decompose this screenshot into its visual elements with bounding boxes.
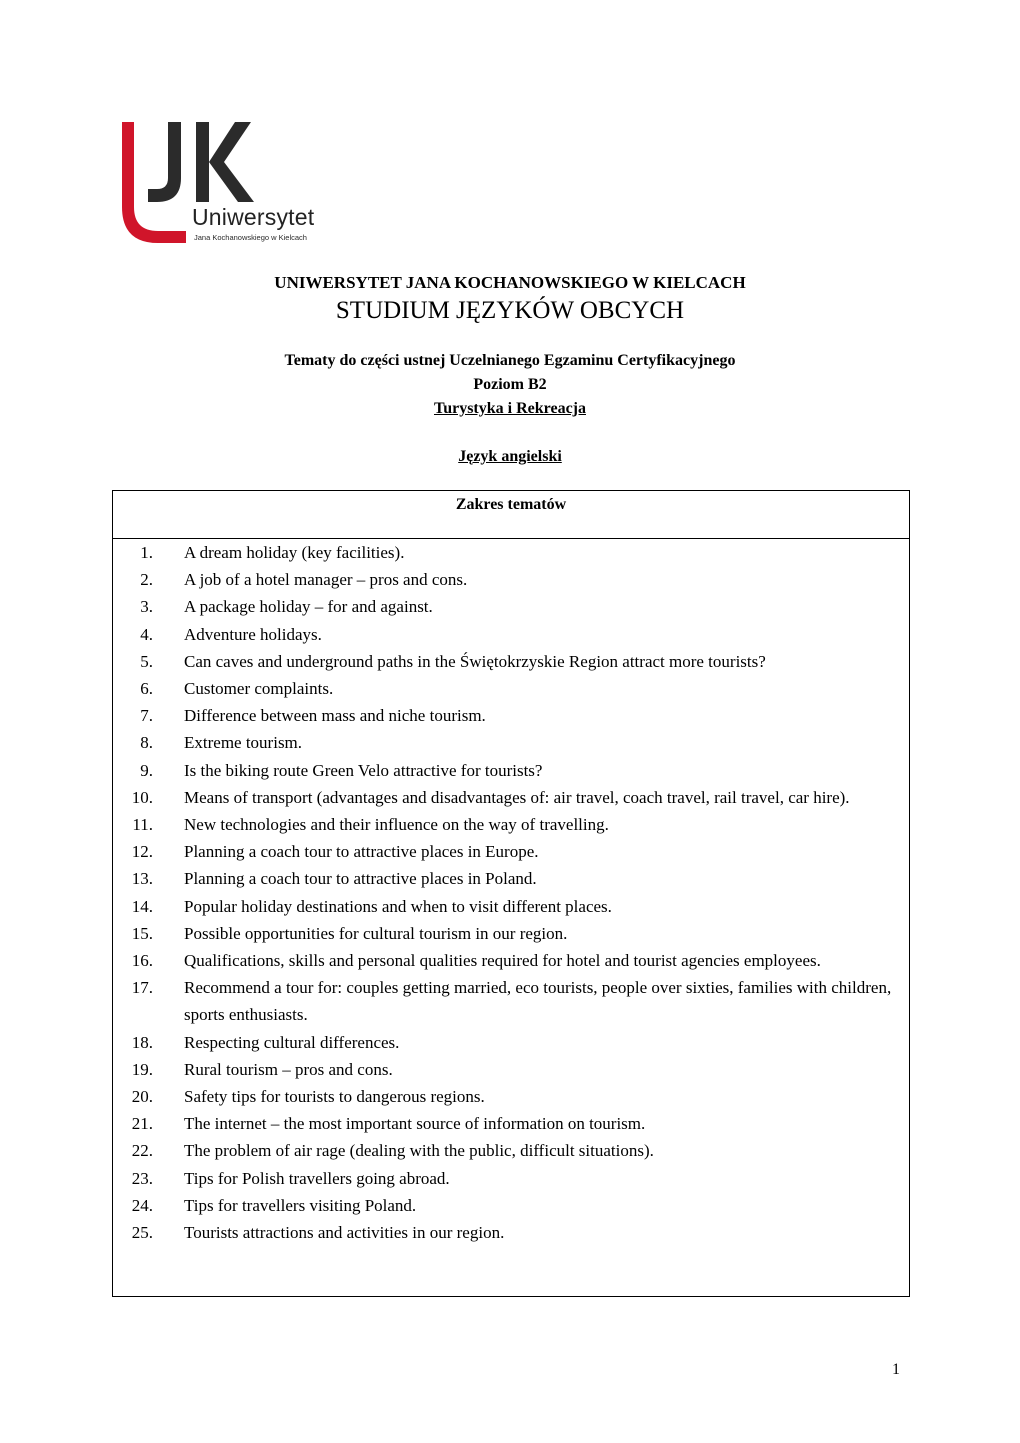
topic-item	[113, 621, 909, 648]
topic-number: 10.	[131, 787, 153, 807]
topic-number: 21.	[131, 1114, 153, 1134]
topic-item	[113, 974, 909, 1028]
topic-text: Safety tips for tourists to dangerous regions.	[184, 1087, 485, 1107]
topic-item	[113, 1192, 909, 1219]
topic-item	[113, 593, 909, 620]
topic-item	[113, 1083, 909, 1110]
topic-text: Respecting cultural differences.	[184, 1032, 400, 1052]
topic-number: 2.	[140, 570, 153, 590]
topic-item	[113, 838, 909, 865]
topic-item	[113, 539, 909, 566]
topic-text: Adventure holidays.	[184, 624, 322, 644]
topic-number: 22.	[131, 1141, 153, 1161]
topic-number: 9.	[140, 760, 153, 780]
topic-item	[113, 729, 909, 756]
topic-text: A dream holiday (key facilities).	[184, 543, 405, 562]
topic-number: 3.	[140, 597, 153, 617]
study-field: Turystyka i Rekreacja	[434, 400, 586, 417]
topic-item	[113, 1056, 909, 1083]
topic-item	[113, 811, 909, 838]
topic-number: 5.	[140, 651, 153, 671]
topic-number: 6.	[140, 679, 153, 699]
topic-text: A job of a hotel manager – pros and cons.	[184, 570, 468, 590]
topic-text: Recommend a tour for: couples getting married, eco tourists, people over sixties, families with children, sports enthusiasts.	[184, 978, 892, 1025]
topic-number: 18.	[131, 1032, 153, 1052]
topic-item	[113, 1110, 909, 1137]
topic-item	[113, 1029, 909, 1056]
topic-number: 23.	[131, 1168, 153, 1188]
topic-item	[113, 947, 909, 974]
department-name: STUDIUM JĘZYKÓW OBCYCH	[335, 297, 685, 324]
topic-item	[113, 1137, 909, 1164]
topic-item	[113, 893, 909, 920]
topic-text: Is the biking route Green Velo attractive for tourists?	[184, 760, 543, 780]
topic-item	[113, 865, 909, 892]
topic-text: Can caves and underground paths in the Świętokrzyskie Region attract more tourists?	[184, 651, 766, 671]
topic-number: 19.	[131, 1059, 153, 1079]
topic-text: Planning a coach tour to attractive places in Europe.	[184, 842, 539, 862]
topic-number: 7.	[140, 706, 153, 726]
topic-item	[113, 1219, 909, 1246]
topic-number: 14.	[131, 896, 153, 916]
topic-number: 4.	[140, 624, 153, 644]
topic-number: 16.	[131, 951, 153, 971]
topic-item	[113, 648, 909, 675]
logo-subtitle: Jana Kochanowskiego w Kielcach	[194, 233, 307, 242]
topic-text: Tips for travellers visiting Poland.	[184, 1195, 417, 1215]
topic-item	[113, 702, 909, 729]
topic-list	[113, 539, 909, 1246]
topic-number: 11.	[132, 815, 153, 835]
topic-item	[113, 566, 909, 593]
topics-table-header-label: Zakres tematów	[455, 496, 567, 513]
topic-text: Extreme tourism.	[184, 733, 303, 753]
topic-number: 17.	[131, 978, 153, 998]
topic-text: The internet – the most important source of information on tourism.	[184, 1114, 646, 1134]
topic-text: Customer complaints.	[184, 679, 334, 699]
exam-level: Poziom B2	[473, 376, 547, 393]
topic-number: 1.	[140, 543, 153, 562]
topic-text: Qualifications, skills and personal qualities required for hotel and tourist agencies employees.	[184, 951, 821, 971]
topic-number: 24.	[131, 1195, 153, 1215]
topic-text: Tips for Polish travellers going abroad.	[184, 1168, 450, 1188]
topic-item	[113, 675, 909, 702]
topic-number: 15.	[131, 923, 153, 943]
topic-number: 13.	[131, 869, 153, 889]
topic-text: Difference between mass and niche tourism.	[184, 706, 486, 726]
topic-text: Popular holiday destinations and when to visit different places.	[184, 896, 612, 916]
topic-text: Tourists attractions and activities in our region.	[184, 1223, 505, 1243]
topic-number: 20.	[131, 1087, 153, 1107]
exam-language: Język angielski	[458, 448, 562, 465]
topic-text: Means of transport (advantages and disadvantages of: air travel, coach travel, rail travel, car hire).	[184, 787, 850, 807]
topic-text: New technologies and their influence on the way of travelling.	[184, 815, 609, 835]
page-number: 1	[892, 1361, 900, 1378]
topic-text: A package holiday – for and against.	[184, 597, 433, 617]
topic-text: Rural tourism – pros and cons.	[184, 1059, 393, 1079]
topic-item	[113, 784, 909, 811]
exam-title: Tematy do części ustnej Uczelnianego Egzaminu Certyfikacyjnego	[284, 352, 736, 369]
topic-item	[113, 920, 909, 947]
topics-table-header	[113, 491, 909, 539]
topic-number: 12.	[131, 842, 153, 862]
topic-item	[113, 757, 909, 784]
logo-wordmark: Uniwersytet	[192, 204, 315, 230]
topics-table	[112, 490, 910, 1297]
university-name: UNIWERSYTET JANA KOCHANOWSKIEGO W KIELCACH	[274, 273, 746, 292]
university-logo	[122, 122, 322, 246]
topic-text: Possible opportunities for cultural tourism in our region.	[184, 923, 568, 943]
topic-text: The problem of air rage (dealing with the public, difficult situations).	[184, 1141, 654, 1161]
topic-number: 8.	[140, 733, 153, 753]
topic-text: Planning a coach tour to attractive places in Poland.	[184, 869, 537, 889]
topic-item	[113, 1165, 909, 1192]
topic-number: 25.	[131, 1223, 153, 1243]
